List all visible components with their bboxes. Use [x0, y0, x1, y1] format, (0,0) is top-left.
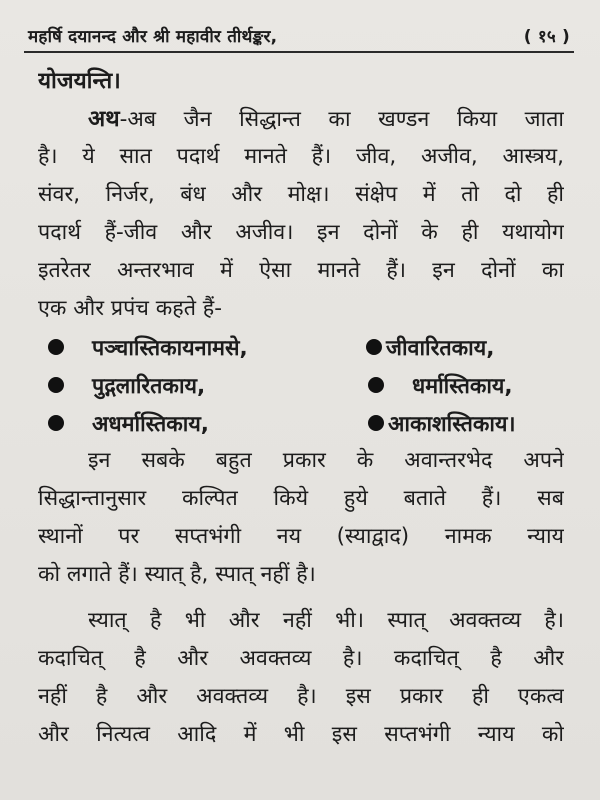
text-line: इतरेतर अन्तरभाव में ऐसा मानते हैं। इन दोनों का	[38, 258, 564, 283]
bullet-dot-icon	[368, 415, 384, 431]
bullet-item	[366, 328, 494, 366]
paragraph-lead-word: अथ	[88, 106, 120, 132]
text-line: और नित्यत्व आदि में भी इस सप्तभंगी न्याय को	[38, 722, 564, 747]
bullet-text: अधर्मास्तिकाय,	[92, 411, 209, 437]
bullet-dot-icon	[48, 415, 64, 431]
bullet-item	[48, 404, 209, 442]
text-line: स्यात् है भी और नहीं भी। स्पात् अवक्तव्य है।	[88, 608, 564, 633]
header-divider	[24, 51, 574, 53]
page-body	[38, 62, 564, 754]
text-line: इन सबके बहुत प्रकार के अवान्तरभेद अपने	[88, 448, 564, 473]
running-header	[28, 20, 570, 50]
bullet-text: धर्मास्तिकाय,	[412, 373, 513, 399]
bullet-text: पुद्गलारितकाय,	[92, 373, 206, 399]
text-line: सिद्धान्तानुसार कल्पित किये हुये बताते हैं। सब	[38, 486, 564, 511]
bullet-item	[368, 404, 516, 442]
page-number: ( १५ )	[523, 26, 570, 47]
text-span: -अब जैन सिद्धान्त का खण्डन किया जाता	[119, 107, 564, 132]
bullet-dot-icon	[368, 377, 384, 393]
bullet-text: आकाशस्तिकाय।	[388, 411, 516, 437]
bullet-dot-icon	[48, 339, 64, 355]
text-line	[38, 100, 564, 138]
text-line: पदार्थ हैं-जीव और अजीव। इन दोनों के ही यथायोग	[38, 220, 564, 245]
text-line: संवर, निर्जर, बंध और मोक्ष। संक्षेप में तो दो ही	[38, 182, 564, 207]
paragraph-gap	[38, 594, 564, 602]
bullet-item	[368, 366, 513, 404]
bullet-item	[48, 366, 205, 404]
bullet-dot-icon	[366, 339, 382, 355]
bullet-list	[38, 328, 564, 442]
bullet-text: पञ्चास्तिकायनामसे,	[92, 335, 248, 361]
text-line: है। ये सात पदार्थ मानते हैं। जीव, अजीव, आस्त्रय,	[38, 144, 564, 169]
bullet-text: जीवारितकाय,	[386, 335, 495, 361]
text-line: नहीं है और अवक्तव्य है। इस प्रकार ही एकत्व	[38, 684, 564, 709]
text-line: को लगाते हैं। स्यात् है, स्पात् नहीं है।	[38, 562, 316, 587]
bullet-item	[48, 328, 248, 366]
text-line: एक और प्रपंच कहते हैं-	[38, 296, 222, 321]
bullet-dot-icon	[48, 377, 64, 393]
text-line: योजयन्ति।	[38, 68, 121, 94]
header-title: महर्षि दयानन्द और श्री महावीर तीर्थङ्कर,	[28, 26, 278, 47]
text-line: स्थानों पर सप्तभंगी नय (स्याद्वाद) नामक न्याय	[38, 524, 564, 549]
text-line: कदाचित् है और अवक्तव्य है। कदाचित् है और	[38, 646, 564, 671]
